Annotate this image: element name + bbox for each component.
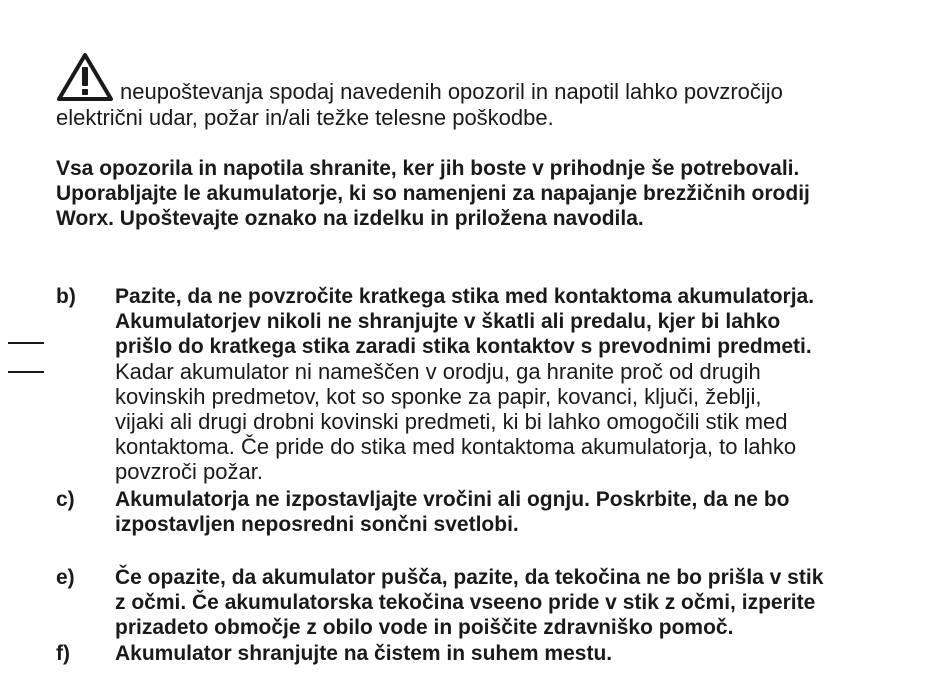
list-item-body <box>115 487 945 537</box>
list-item-bold-line: Akumulatorja ne izpostavljajte vročini ali ognju. Poskrbite, da ne bo <box>115 488 790 511</box>
list-item-bold-line: Akumulator shranjujte na čistem in suhem mestu. <box>115 642 613 665</box>
intro-line: Worx. Upoštevajte oznako na izdelku in priložena navodila. <box>56 207 644 230</box>
list-item-bold-line: Če opazite, da akumulator pušča, pazite, da tekočina ne bo prišla v stik <box>115 566 824 589</box>
list-item-text-line: povzroči požar. <box>115 459 263 484</box>
intro-paragraph <box>56 156 936 231</box>
list-item-text-line: kontaktoma. Če pride do stika med kontaktoma akumulatorja, to lahko <box>115 434 797 459</box>
list-item-letter: b) <box>56 285 76 308</box>
warning-text-line-2: električni udar, požar in/ali težke telesne poškodbe. <box>56 105 554 130</box>
list-item-letter: f) <box>56 642 70 665</box>
list-item-bold-line: z očmi. Če akumulatorska tekočina vseeno pride v stik z očmi, izperite <box>115 591 816 614</box>
list-item-text-line: vijaki ali drugi drobni kovinski predmeti, ki bi lahko omogočili stik med <box>115 409 788 434</box>
intro-line: Vsa opozorila in napotila shranite, ker jih boste v prihodnje še potrebovali. <box>56 157 800 180</box>
margin-change-bar <box>8 342 44 344</box>
list-item-bold-line: izpostavljen neposredni sončni svetlobi. <box>115 513 519 536</box>
warning-triangle-icon <box>56 52 114 102</box>
list-item-body <box>115 284 945 484</box>
list-item-bold-line: Pazite, da ne povzročite kratkega stika med kontaktoma akumulatorja. <box>115 285 815 308</box>
warning-text-line-1: neupoštevanja spodaj navedenih opozoril in napotil lahko povzročijo <box>120 79 783 104</box>
list-item-text-line: Kadar akumulator ni nameščen v orodju, ga hranite proč od drugih <box>115 359 761 384</box>
list-item-letter: e) <box>56 566 75 589</box>
margin-change-bar <box>8 371 44 373</box>
list-item-text-line: kovinskih predmetov, kot so sponke za papir, kovanci, ključi, žeblji, <box>115 384 762 409</box>
list-item-bold-line: prizadeto območje z obilo vode in poiščite zdravniško pomoč. <box>115 616 734 639</box>
intro-line: Uporabljajte le akumulatorje, ki so namenjeni za napajanje brezžičnih orodij <box>56 182 810 205</box>
list-item-body <box>115 565 945 640</box>
list-item-bold-line: Akumulatorjev nikoli ne shranjujte v škatli ali predalu, kjer bi lahko <box>115 310 781 333</box>
list-item-bold-line: prišlo do kratkega stika zaradi stika kontaktov s prevodnimi predmeti. <box>115 335 812 358</box>
list-item-body <box>115 641 945 666</box>
list-item-letter: c) <box>56 488 75 511</box>
